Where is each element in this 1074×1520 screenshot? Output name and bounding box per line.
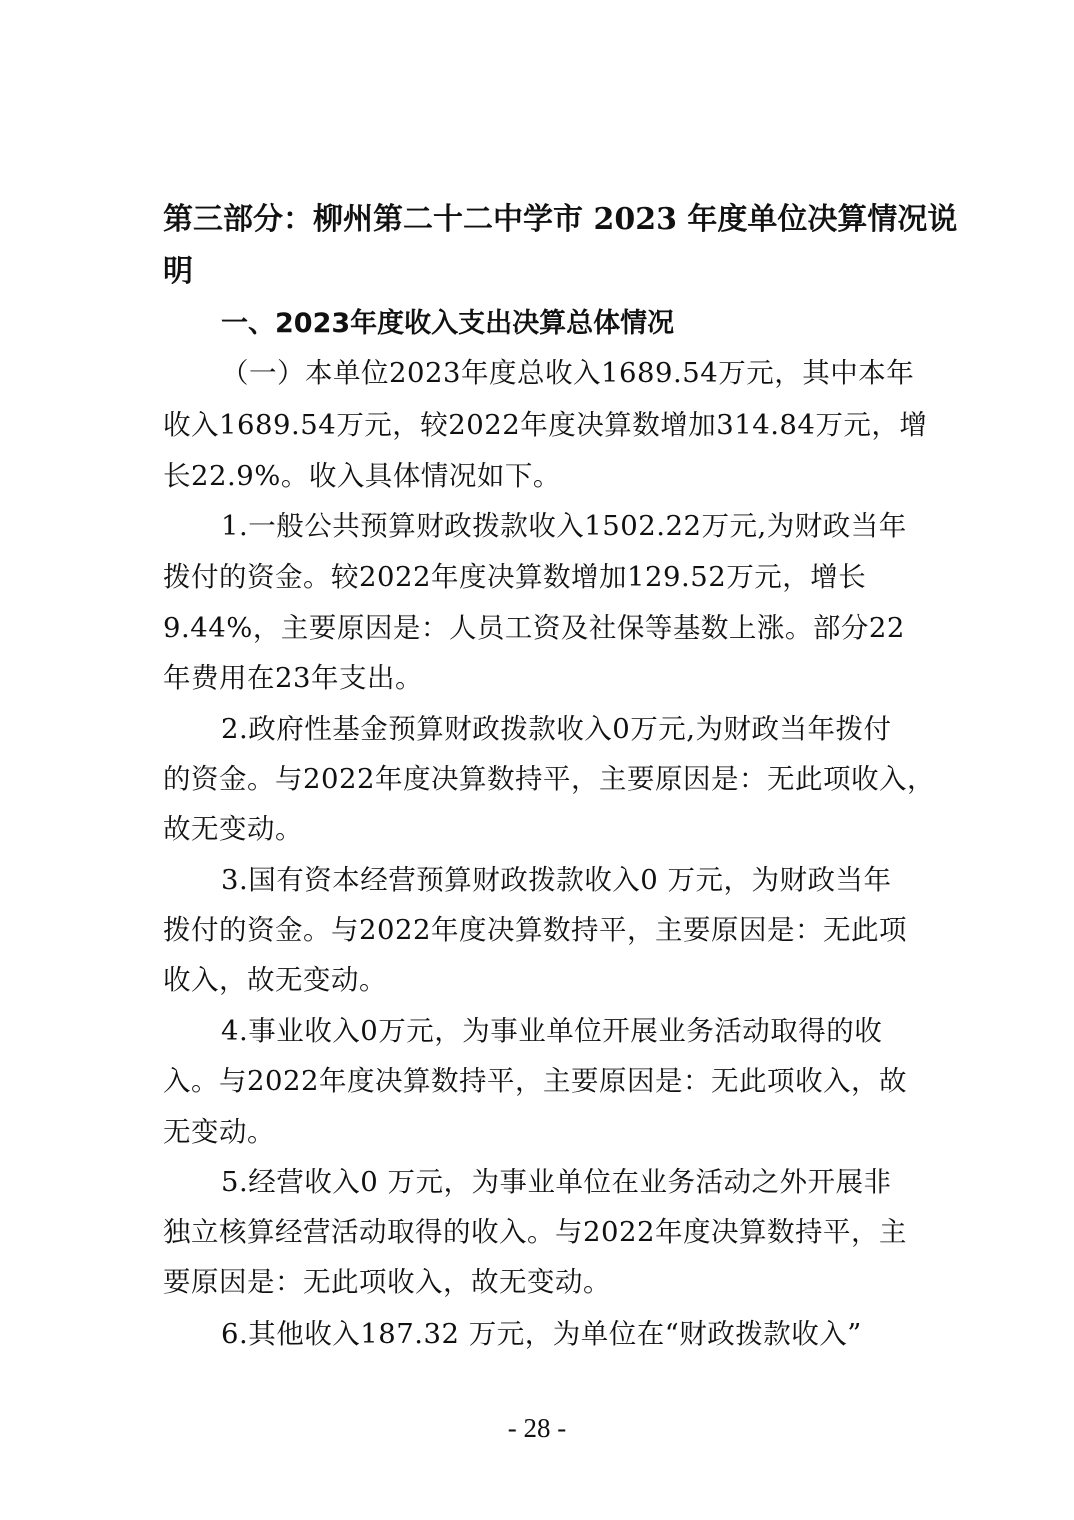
paragraph-line: 5.经营收入0 万元，为事业单位在业务活动之外开展非 [221,1166,892,1198]
paragraph-line: 长22.9%。收入具体情况如下。 [163,460,561,492]
paragraph-line: 要原因是：无此项收入，故无变动。 [163,1266,611,1298]
paragraph-line: 4.事业收入0万元，为事业单位开展业务活动取得的收 [221,1015,883,1047]
paragraph-line: 年费用在23年支出。 [163,662,423,694]
part-heading-line-1: 第三部分：柳州第二十二中学市 2023 年度单位决算情况说 [163,202,958,237]
paragraph-line: 2.政府性基金预算财政拨款收入0万元,为财政当年拨付 [221,713,892,745]
paragraph-line: 拨付的资金。较2022年度决算数增加129.52万元，增长 [163,561,867,593]
paragraph-line: 独立核算经营活动取得的收入。与2022年度决算数持平，主 [163,1216,907,1248]
section-title: 一、2023年度收入支出决算总体情况 [221,308,675,339]
paragraph-line: 的资金。与2022年度决算数持平，主要原因是：无此项收入， [163,763,935,795]
paragraph-line: 9.44%，主要原因是：人员工资及社保等基数上涨。部分22 [163,612,905,644]
paragraph-line: 无变动。 [163,1116,275,1148]
part-heading-line-2: 明 [163,254,193,289]
paragraph-line: 拨付的资金。与2022年度决算数持平，主要原因是：无此项 [163,914,907,946]
page-number: - 28 - [507,1413,567,1443]
paragraph-line: （一）本单位2023年度总收入1689.54万元，其中本年 [221,357,915,389]
paragraph-line: 6.其他收入187.32 万元，为单位在“财政拨款收入” [221,1318,862,1350]
paragraph-line: 收入1689.54万元，较2022年度决算数增加314.84万元，增 [163,409,928,441]
paragraph-line: 1.一般公共预算财政拨款收入1502.22万元,为财政当年 [221,510,907,542]
paragraph-line: 入。与2022年度决算数持平，主要原因是：无此项收入，故 [163,1065,907,1097]
paragraph-line: 故无变动。 [163,813,303,845]
paragraph-line: 3.国有资本经营预算财政拨款收入0 万元，为财政当年 [221,864,892,896]
paragraph-line: 收入，故无变动。 [163,964,387,996]
